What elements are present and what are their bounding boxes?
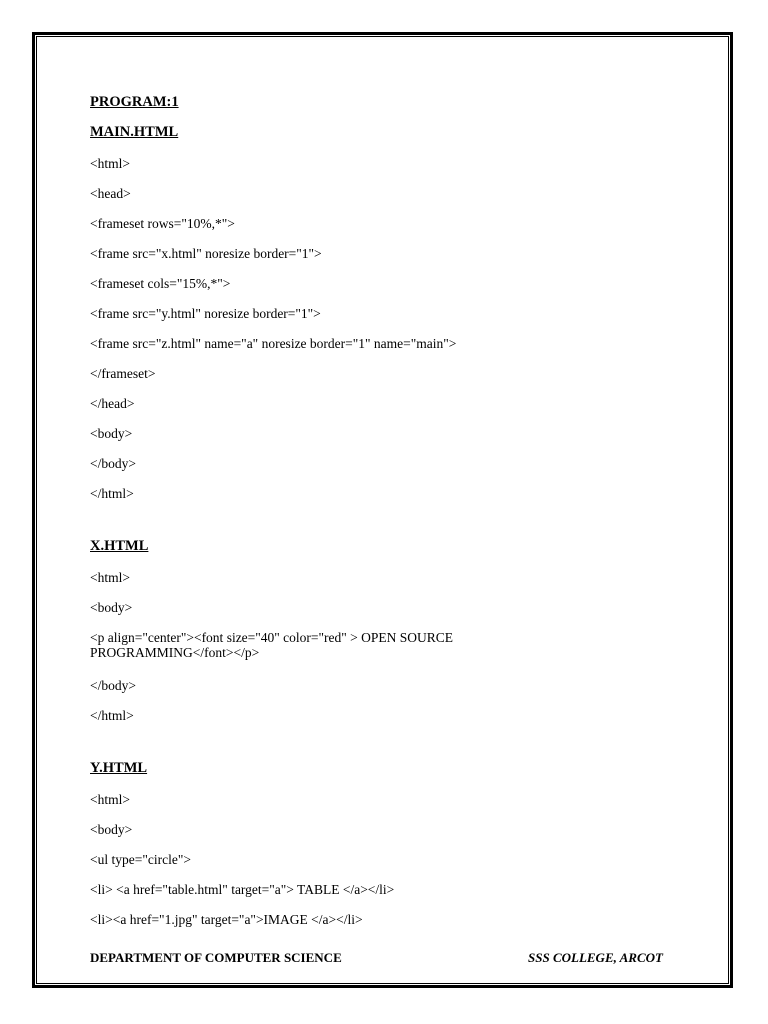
code-line: </body> [90, 456, 136, 471]
code-line: </head> [90, 396, 135, 411]
code-line: <html> [90, 792, 130, 807]
page-inner-border [36, 36, 729, 984]
code-line: </html> [90, 486, 134, 501]
code-line: </frameset> [90, 366, 156, 381]
section-title-x-html: X.HTML [90, 538, 149, 554]
footer-department: DEPARTMENT OF COMPUTER SCIENCE [90, 950, 342, 965]
code-line: <html> [90, 156, 130, 171]
code-line: <body> [90, 600, 133, 615]
program-title: PROGRAM:1 [90, 94, 179, 110]
section-title-y-html: Y.HTML [90, 760, 148, 776]
code-line: <frameset cols="15%,*"> [90, 276, 231, 291]
code-line: <p align="center"><font size="40" color="red" > OPEN SOURCE PROGRAMMING</font></p> [90, 630, 454, 660]
code-line: </html> [90, 708, 134, 723]
code-line: <ul type="circle"> [90, 852, 191, 867]
footer-college: SSS COLLEGE, ARCOT [528, 950, 663, 965]
code-line: <frame src="z.html" name="a" noresize border="1" name="main"> [90, 336, 457, 351]
code-line: </body> [90, 678, 136, 693]
code-line: <html> [90, 570, 130, 585]
code-line: <frameset rows="10%,*"> [90, 216, 235, 231]
code-line: <frame src="x.html" noresize border="1"> [90, 246, 322, 261]
code-line: <body> [90, 426, 133, 441]
code-line: <frame src="y.html" noresize border="1"> [90, 306, 321, 321]
code-line: <head> [90, 186, 131, 201]
code-line: <body> [90, 822, 133, 837]
code-line: <li><a href="1.jpg" target="a">IMAGE </a></li> [90, 912, 363, 927]
code-line: <li> <a href="table.html" target="a"> TABLE </a></li> [90, 882, 395, 897]
section-title-main-html: MAIN.HTML [90, 124, 179, 140]
